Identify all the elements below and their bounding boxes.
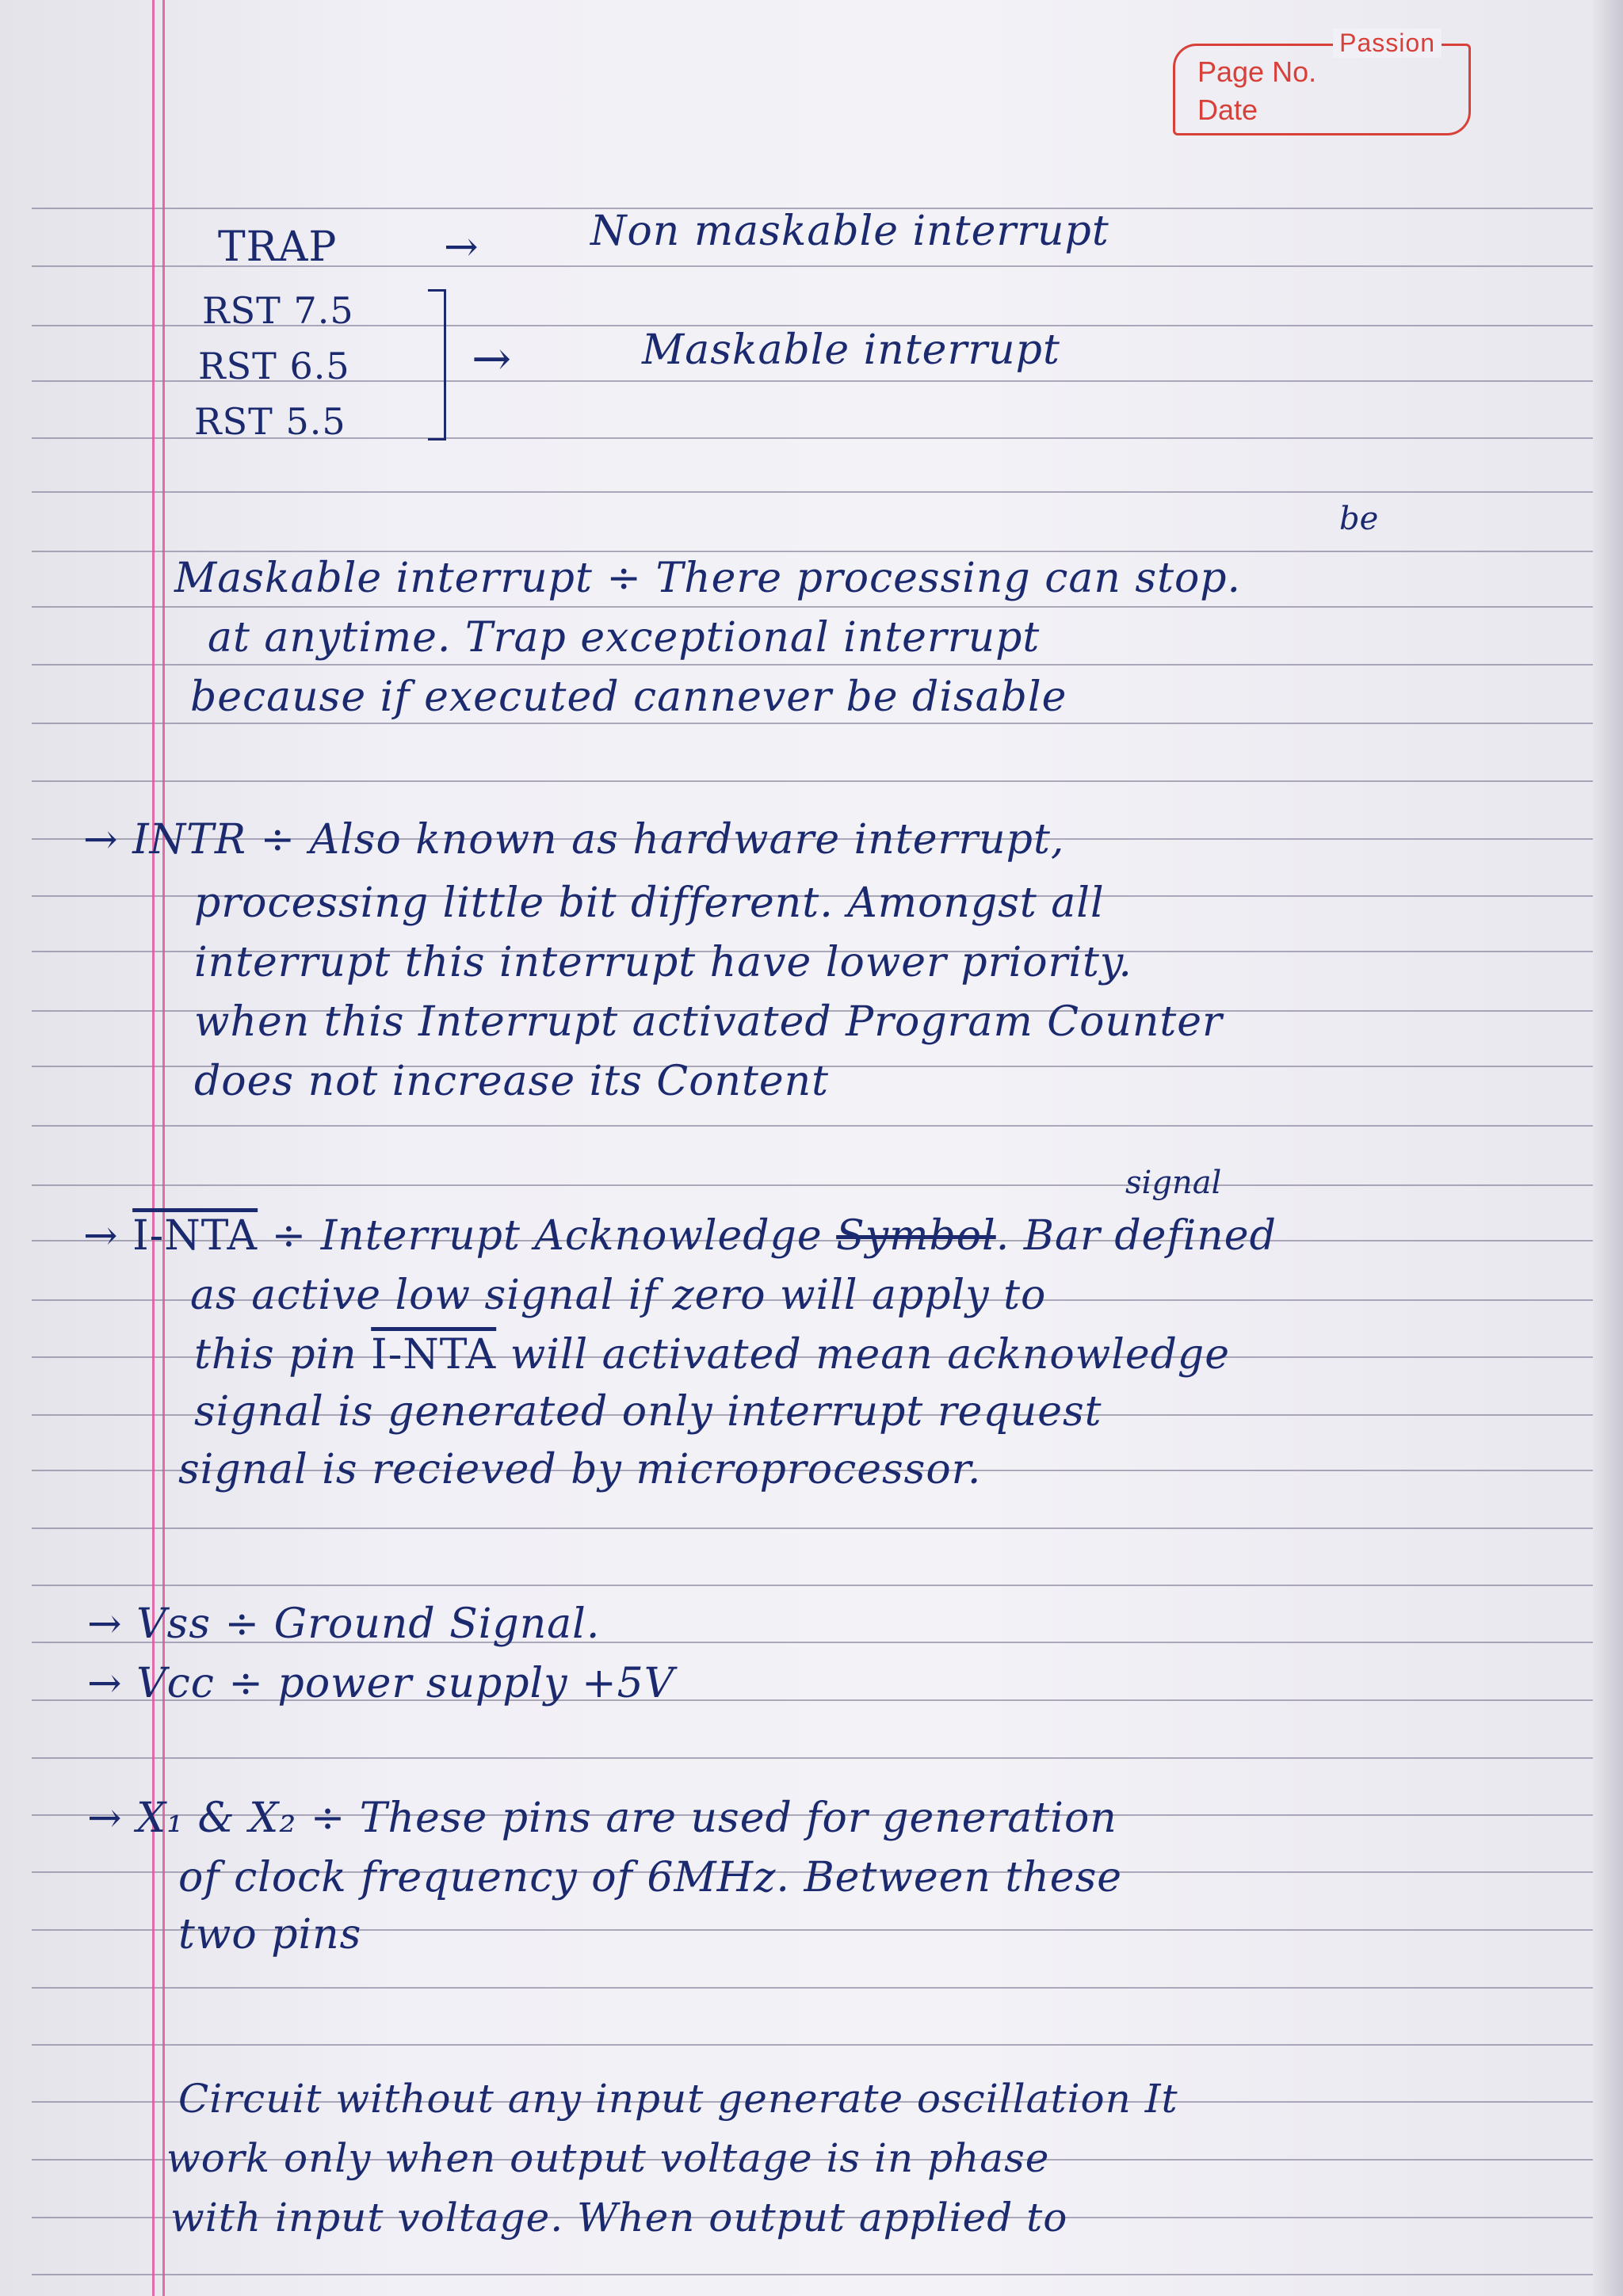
- circuit-line-3: with input voltage. When output applied to: [170, 2195, 1068, 2241]
- rst-type: Maskable interrupt: [642, 326, 1060, 374]
- ruled-line: [32, 1987, 1623, 1989]
- vcc-line: → Vcc ÷ power supply +5V: [87, 1660, 675, 1707]
- date-label: Date: [1197, 93, 1258, 126]
- ruled-line: [32, 2274, 1623, 2275]
- intr-line-4: when this Interrupt activated Program Counter: [194, 998, 1223, 1046]
- maskable-line-3: because if executed cannever be disable: [190, 673, 1067, 721]
- ruled-line: [32, 551, 1623, 552]
- page-header-box: [1173, 29, 1471, 135]
- ruled-line: [32, 606, 1623, 608]
- ruled-line: [32, 780, 1623, 782]
- circuit-line-1: Circuit without any input generate oscillation It: [178, 2076, 1178, 2122]
- maskable-line-1: Maskable interrupt ÷ There processing can stop.: [174, 555, 1242, 602]
- ruled-line: [32, 1125, 1623, 1127]
- inta-line-5: signal is recieved by microprocessor.: [178, 1446, 982, 1493]
- ruled-line: [32, 1527, 1623, 1529]
- rst65-label: RST 6.5: [198, 345, 350, 387]
- intr-line-5: does not increase its Content: [194, 1058, 830, 1105]
- ruled-line: [32, 664, 1623, 666]
- inta-struck-word: Symbol: [836, 1212, 996, 1260]
- maskable-line-2: at anytime. Trap exceptional interrupt: [208, 614, 1041, 662]
- inta-insert-annotation: signal: [1125, 1165, 1222, 1201]
- maskable-insert-annotation: be: [1339, 501, 1379, 537]
- clock-line-1: → X₁ & X₂ ÷ These pins are used for generation: [87, 1794, 1117, 1842]
- rst-arrow-icon: →: [472, 331, 513, 387]
- margin-line: [162, 0, 165, 2296]
- inta-pin-label-2: I-NTA: [371, 1331, 497, 1379]
- inta-definition: ÷ Interrupt Acknowledge: [258, 1212, 837, 1260]
- inta-definition-rest: . Bar defined: [995, 1212, 1277, 1260]
- intr-line-3: interrupt this interrupt have lower priority.: [194, 939, 1132, 986]
- ruled-line: [32, 1757, 1623, 1759]
- ruled-line: [32, 723, 1623, 724]
- inta-line-4: signal is generated only interrupt request: [194, 1388, 1102, 1436]
- inta-line-3: [194, 1331, 1230, 1379]
- inta-line-3-b: will activated mean acknowledge: [496, 1331, 1230, 1379]
- inta-pin-label: I-NTA: [132, 1212, 258, 1260]
- inta-line-1: [83, 1212, 1277, 1260]
- trap-type: Non maskable interrupt: [590, 208, 1109, 255]
- inta-line-2: as active low signal if zero will apply to: [190, 1272, 1047, 1319]
- clock-line-3: two pins: [178, 1911, 362, 1958]
- circuit-line-2: work only when output voltage is in phase: [166, 2135, 1050, 2181]
- intr-line-2: processing little bit different. Amongst all: [194, 879, 1105, 927]
- trap-label: TRAP: [218, 223, 338, 271]
- vss-line: → Vss ÷ Ground Signal.: [87, 1600, 601, 1648]
- rst75-label: RST 7.5: [202, 289, 354, 332]
- ruled-line: [32, 491, 1623, 493]
- inta-line-3-a: this pin: [194, 1331, 372, 1379]
- rst55-label: RST 5.5: [194, 400, 346, 443]
- ruled-line: [32, 1184, 1623, 1186]
- trap-arrow-icon: →: [444, 223, 479, 271]
- ruled-line: [32, 1585, 1623, 1586]
- clock-line-2: of clock frequency of 6MHz. Between these: [178, 1854, 1123, 1901]
- page-no-label: Page No.: [1197, 55, 1317, 88]
- ruled-line: [32, 2044, 1623, 2046]
- brand-label: Passion: [1333, 29, 1442, 58]
- inta-arrow-icon: →: [83, 1212, 119, 1260]
- intr-line-1: → INTR ÷ Also known as hardware interrupt,: [83, 816, 1065, 864]
- page-edge: [1593, 0, 1623, 2296]
- rst-group-bracket: [428, 289, 446, 441]
- margin-line: [152, 0, 155, 2296]
